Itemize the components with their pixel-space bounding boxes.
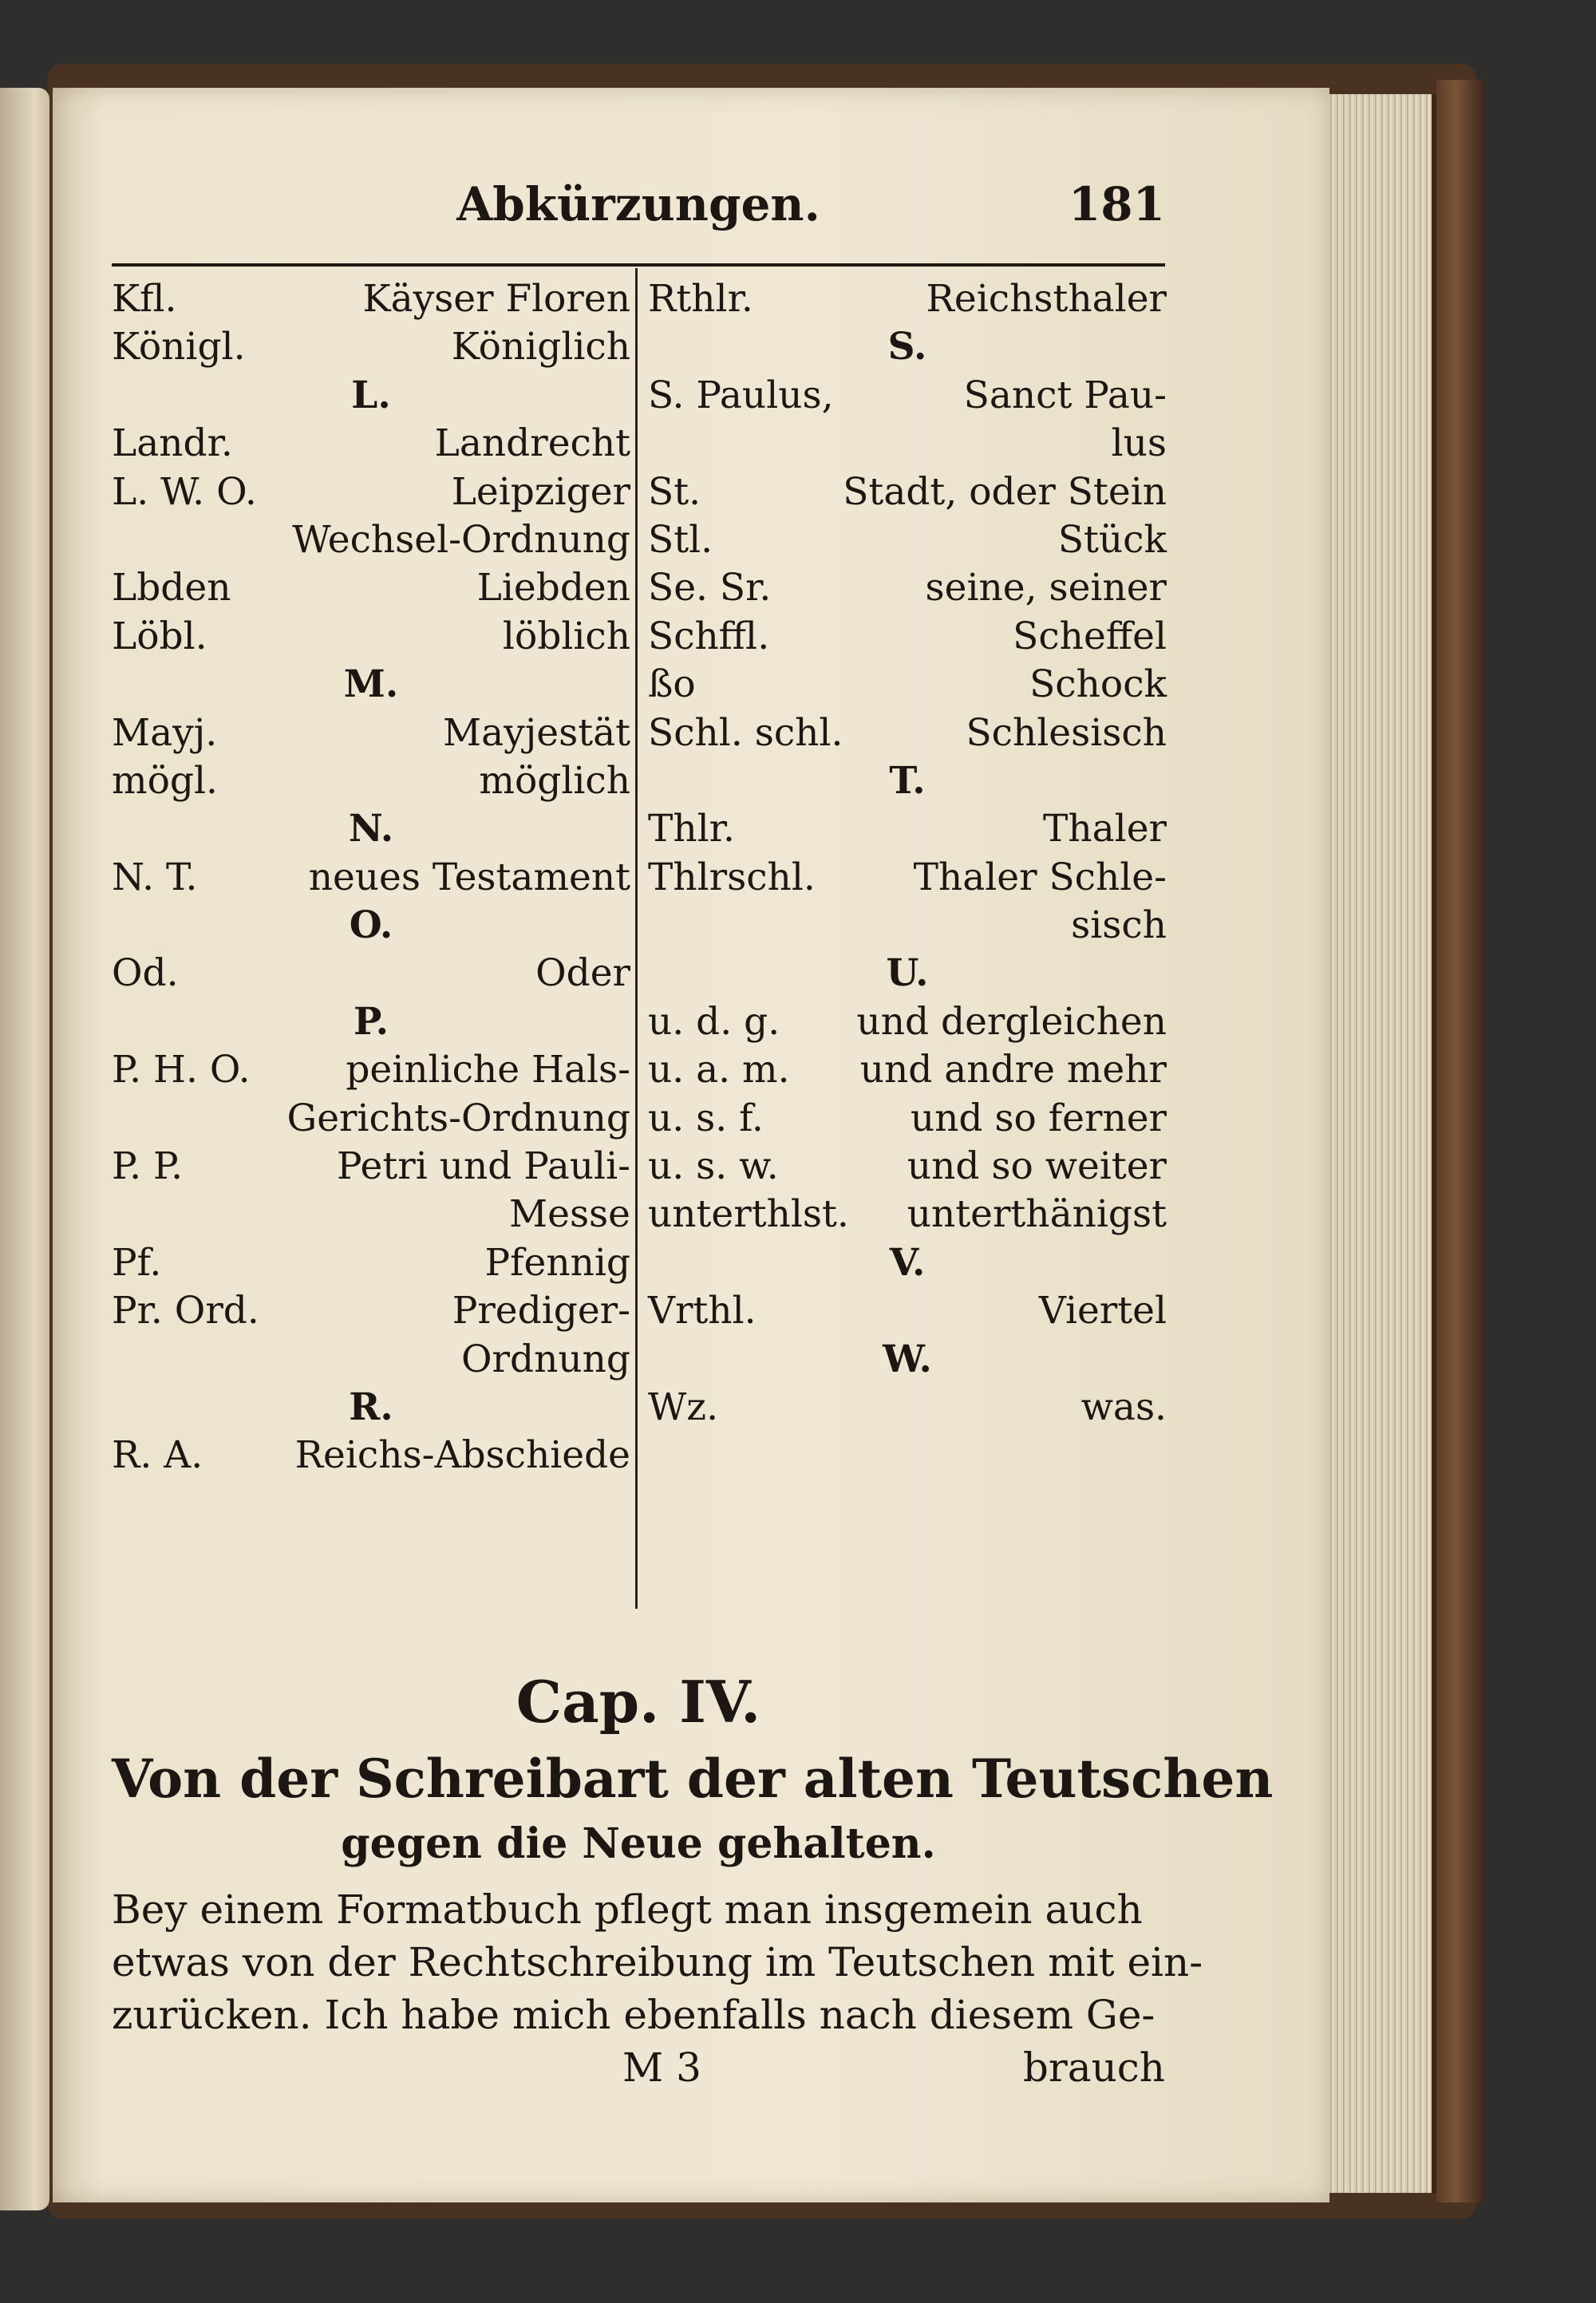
continuation-text: Wechsel-Ordnung: [292, 517, 630, 562]
abbreviation: L. W. O.: [112, 469, 257, 514]
abbreviation-row: [112, 1432, 630, 1479]
abbreviation-meaning: Scheffel: [1013, 614, 1167, 658]
abbreviation-meaning: Oder: [535, 951, 630, 996]
section-letter: P.: [354, 999, 389, 1044]
book-spine: [1436, 80, 1484, 2202]
abbreviation-row: [112, 468, 630, 516]
abbreviation-row: [648, 1191, 1167, 1238]
abbreviation-meaning: Sanct Pau-: [963, 373, 1167, 417]
abbreviation: Kfl.: [112, 277, 177, 321]
abbreviation-meaning: und dergleichen: [856, 999, 1167, 1044]
abbreviation-row: [112, 1239, 630, 1287]
abbreviation-row: [648, 372, 1167, 420]
body-line-text: Bey einem Formatbuch pflegt man insgemein auch: [112, 1886, 1143, 1933]
body-line-text: zurücken. Ich habe mich ebenfalls nach diesem Ge-: [112, 1992, 1156, 2038]
abbreviation-meaning: Leipziger: [451, 469, 630, 514]
abbreviation: mögl.: [112, 758, 218, 803]
abbreviation: Od.: [112, 951, 179, 996]
abbreviation: Pf.: [112, 1240, 162, 1285]
abbreviation: St.: [648, 469, 701, 514]
abbreviation-meaning: Viertel: [1038, 1289, 1167, 1333]
abbreviation: u. d. g.: [648, 999, 780, 1044]
body-line: [112, 1989, 1165, 2041]
chapter-heading: Von der Schreibart der alten Teutschen: [112, 1748, 1274, 1810]
abbreviation-row: [648, 1143, 1167, 1191]
meaning-continuation: [112, 516, 630, 564]
abbreviation-row: [648, 468, 1167, 516]
abbreviation: unterthlst.: [648, 1192, 849, 1237]
page-number: 181: [1068, 177, 1165, 231]
abbreviation: Landr.: [112, 421, 233, 466]
meaning-continuation: [112, 1095, 630, 1143]
continuation-text: Messe: [509, 1192, 630, 1237]
abbreviation: P. H. O.: [112, 1048, 251, 1092]
abbreviation-row: [648, 709, 1167, 757]
abbreviation-row: [112, 709, 630, 757]
abbreviation-row: [648, 661, 1167, 709]
abbreviation: ßo: [648, 662, 696, 707]
abbreviation-row: [648, 1095, 1167, 1143]
section-letter: U.: [886, 951, 929, 996]
abbreviation: Königl.: [112, 325, 246, 369]
meaning-continuation: [112, 1336, 630, 1384]
signature-line: [112, 2041, 1165, 2094]
abbreviation-row: [648, 516, 1167, 564]
abbreviation: Mayj.: [112, 710, 218, 755]
abbreviation-meaning: Reichsthaler: [926, 277, 1167, 321]
abbreviation-row: [648, 613, 1167, 661]
section-letter: M.: [343, 662, 399, 707]
abbreviation-meaning: Käyser Floren: [362, 277, 630, 321]
chapter-subheading: gegen die Neue gehalten.: [341, 1819, 936, 1868]
abbreviation-meaning: Mayjestät: [443, 710, 630, 755]
abbreviation-row: [112, 1143, 630, 1191]
abbreviation-row: [112, 420, 630, 468]
abbreviation-row: [112, 854, 630, 902]
left-page-edge: [0, 88, 49, 2210]
continuation-text: Ordnung: [461, 1337, 630, 1381]
abbreviation: R. A.: [112, 1433, 203, 1478]
abbreviation-meaning: Liebden: [476, 566, 630, 610]
abbreviation-meaning: peinliche Hals-: [346, 1048, 630, 1092]
abbreviation-meaning: neues Testament: [308, 855, 630, 899]
chapter-number: Cap. IV.: [516, 1668, 761, 1736]
abbreviation: Schffl.: [648, 614, 770, 658]
running-title: Abkürzungen.: [456, 177, 820, 231]
section-letter: S.: [887, 325, 927, 369]
column-divider: [635, 268, 638, 1609]
abbreviation-meaning: unterthänigst: [907, 1192, 1167, 1237]
meaning-continuation: [112, 1191, 630, 1238]
abbreviation: S. Paulus,: [648, 373, 834, 417]
abbreviation: Wz.: [648, 1385, 719, 1429]
signature-mark: M 3: [622, 2044, 701, 2091]
continuation-text: lus: [1111, 421, 1167, 466]
abbreviation: Lbden: [112, 566, 231, 610]
abbreviation-meaning: seine, seiner: [925, 566, 1167, 610]
abbreviation-row: [112, 1046, 630, 1094]
page-header: [112, 177, 1165, 249]
section-letter: R.: [349, 1385, 393, 1429]
abbreviation-row: [112, 950, 630, 997]
abbreviation: u. a. m.: [648, 1048, 790, 1092]
section-letter: N.: [348, 807, 394, 851]
abbreviation-row: [648, 998, 1167, 1046]
abbreviation-row: [648, 854, 1167, 902]
abbreviation-meaning: Königlich: [451, 325, 630, 369]
abbreviation: Rthlr.: [648, 277, 753, 321]
abbreviation-meaning: Prediger-: [452, 1289, 630, 1333]
abbreviation: Thlrschl.: [648, 855, 816, 899]
abbreviation-row: [112, 323, 630, 371]
abbreviation-meaning: Stadt, oder Stein: [843, 469, 1167, 514]
abbreviation: u. s. w.: [648, 1144, 779, 1189]
abbreviation-row: [648, 1384, 1167, 1432]
body-line-text: etwas von der Rechtschreibung im Teutschen mit ein-: [112, 1939, 1203, 1985]
abbreviation-row: [648, 1287, 1167, 1335]
abbreviation-row: [648, 1046, 1167, 1094]
abbreviation: Vrthl.: [648, 1289, 757, 1333]
abbreviation-row: [648, 275, 1167, 323]
abbreviation: Pr. Ord.: [112, 1289, 259, 1333]
abbreviation-meaning: und so weiter: [907, 1144, 1167, 1189]
body-line: [112, 1883, 1165, 1936]
abbreviation-row: [648, 564, 1167, 612]
meaning-continuation: [648, 902, 1167, 950]
abbreviation: u. s. f.: [648, 1096, 764, 1140]
abbreviation-column-left: [112, 275, 630, 1480]
abbreviation-meaning: Thaler: [1043, 807, 1167, 851]
abbreviation-row: [112, 275, 630, 323]
abbreviation: Se. Sr.: [648, 566, 772, 610]
abbreviation-meaning: Petri und Pauli-: [337, 1144, 630, 1189]
abbreviation-meaning: was.: [1080, 1385, 1167, 1429]
abbreviation-meaning: Landrecht: [434, 421, 630, 466]
abbreviation-row: [112, 564, 630, 612]
continuation-text: Gerichts-Ordnung: [286, 1096, 630, 1140]
abbreviation: P. P.: [112, 1144, 184, 1189]
abbreviation-meaning: Schlesisch: [966, 710, 1167, 755]
section-letter: O.: [349, 903, 393, 948]
abbreviation-meaning: Thaler Schle-: [913, 855, 1167, 899]
abbreviation-meaning: möglich: [479, 758, 630, 803]
section-letter: V.: [889, 1240, 926, 1285]
abbreviation-row: [648, 805, 1167, 853]
section-letter: W.: [883, 1337, 932, 1381]
abbreviation: Thlr.: [648, 807, 735, 851]
catchword: brauch: [1022, 2044, 1165, 2091]
abbreviation-meaning: und so ferner: [910, 1096, 1167, 1140]
abbreviation-meaning: löblich: [502, 614, 630, 658]
abbreviation-row: [112, 613, 630, 661]
meaning-continuation: [648, 420, 1167, 468]
section-letter: T.: [889, 758, 926, 803]
abbreviation: Schl. schl.: [648, 710, 843, 755]
section-letter: L.: [351, 373, 391, 417]
abbreviation-row: [112, 757, 630, 805]
abbreviation-meaning: Schock: [1029, 662, 1167, 707]
abbreviation-meaning: Pfennig: [484, 1240, 630, 1285]
abbreviation-column-right: [648, 275, 1167, 1432]
abbreviation-meaning: und andre mehr: [859, 1048, 1167, 1092]
abbreviation: N. T.: [112, 855, 198, 899]
body-text: [112, 1883, 1203, 2041]
header-rule: [112, 263, 1165, 267]
abbreviation: Stl.: [648, 517, 713, 562]
page-edges: [1328, 94, 1436, 2193]
abbreviation-row: [112, 1287, 630, 1335]
abbreviation-meaning: Reichs-Abschiede: [294, 1433, 630, 1478]
body-line: [112, 1936, 1203, 1989]
continuation-text: sisch: [1071, 903, 1167, 948]
abbreviation: Löbl.: [112, 614, 207, 658]
abbreviation-meaning: Stück: [1057, 517, 1167, 562]
